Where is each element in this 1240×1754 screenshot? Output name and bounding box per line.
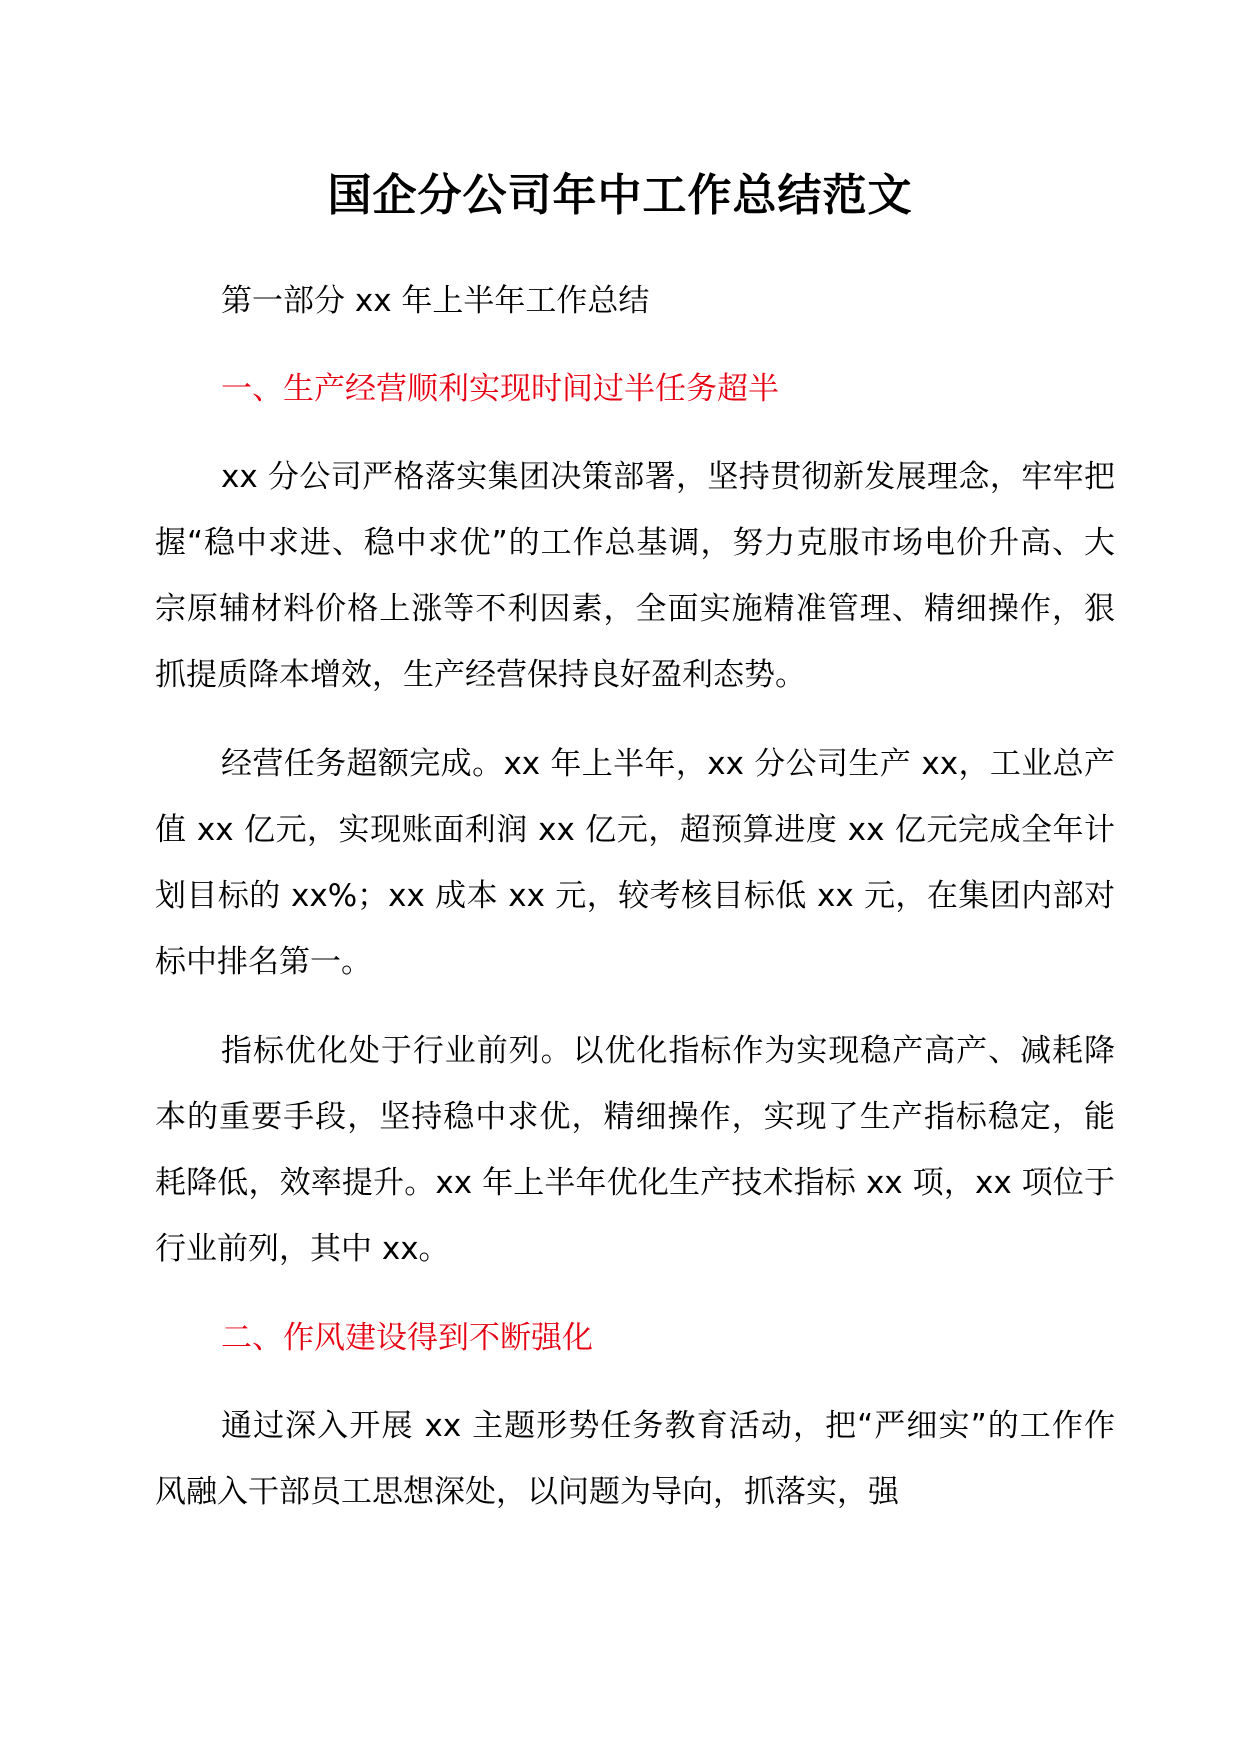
paragraph: xx 分公司严格落实集团决策部署，坚持贯彻新发展理念，牢牢把握“稳中求进、稳中求优”的工作总基调，努力克服市场电价升高、大宗原辅材料价格上涨等不利因素，全面实施精准管理、精细操作，狠抓提质降本增效，生产经营保持良好盈利态势。 (155, 459, 1115, 693)
section-heading-1: 一、生产经营顺利实现时间过半任务超半 (221, 371, 779, 407)
paragraph: 通过深入开展 xx 主题形势任务教育活动，把“严细实”的工作作风融入干部员工思想深处，以问题为导向，抓落实，强 (155, 1408, 1115, 1510)
part-heading: 第一部分 xx 年上半年工作总结 (221, 283, 650, 319)
document-title: 国企分公司年中工作总结范文 (327, 170, 913, 221)
document-body (155, 268, 1115, 1548)
paragraph: 指标优化处于行业前列。以优化指标作为实现稳产高产、减耗降本的重要手段，坚持稳中求优，精细操作，实现了生产指标稳定，能耗降低，效率提升。xx 年上半年优化生产技术指标 xx 项，xx 项位于行业前列，其中 xx。 (155, 1033, 1115, 1267)
paragraph: 经营任务超额完成。xx 年上半年，xx 分公司生产 xx，工业总产值 xx 亿元，实现账面利润 xx 亿元，超预算进度 xx 亿元完成全年计划目标的 xx%；xx 成本 xx 元，较考核目标低 xx 元，在集团内部对标中排名第一。 (155, 746, 1115, 980)
section-heading-2: 二、作风建设得到不断强化 (221, 1320, 593, 1356)
